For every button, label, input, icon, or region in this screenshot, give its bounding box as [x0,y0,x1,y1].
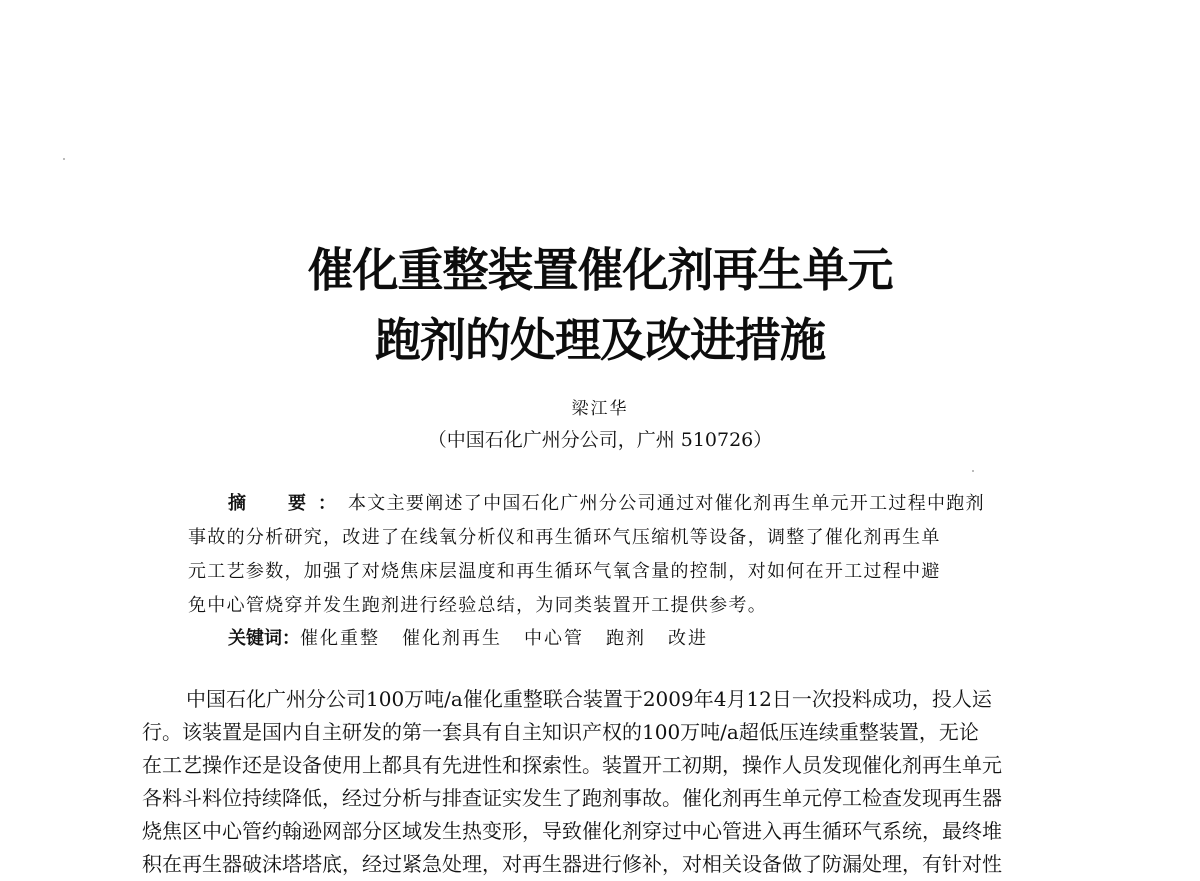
keyword: 催化剂再生 [402,628,502,649]
body-line: 行。该装置是国内自主研发的第一套具有自主知识产权的100万吨/a超低压连续重整装置，无论 [142,720,979,744]
keyword: 跑剂 [606,628,646,649]
keywords-label: 关键词： [228,628,300,649]
body-line: 中国石化广州分公司100万吨/a催化重整联合装置于2009年4月12日一次投料成功，投人运 [186,687,992,711]
abstract-block [188,487,1028,623]
keyword: 改进 [668,628,708,649]
abstract-text: 本文主要阐述了中国石化广州分公司通过对催化剂再生单元开工过程中跑剂 [348,493,985,514]
keyword: 中心管 [524,628,584,649]
keyword: 催化重整 [300,628,380,649]
author-affiliation: （中国石化广州分公司，广州 510726） [427,429,773,451]
body-paragraph [142,683,1068,881]
abstract-line: 免中心管烧穿并发生跑剂进行经验总结，为同类装置开工提供参考。 [188,595,767,616]
body-line: 烧焦区中心管约翰逊网部分区域发生热变形，导致催化剂穿过中心管进入再生循环气系统，最终堆 [142,819,1002,843]
body-line: 各料斗料位持续降低，经过分析与排查证实发生了跑剂事故。催化剂再生单元停工检查发现再生器 [142,786,1002,810]
body-line: 在工艺操作还是设备使用上都具有先进性和探索性。装置开工初期，操作人员发现催化剂再生单元 [142,753,1002,777]
scan-speck [63,158,65,160]
keywords-block [228,622,730,656]
body-line: 积在再生器破沫塔塔底，经过紧急处理，对再生器进行修补，对相关设备做了防漏处理，有针对性 [142,852,1002,876]
abstract-line: 事故的分析研究，改进了在线氧分析仪和再生循环气压缩机等设备，调整了催化剂再生单 [188,527,941,548]
paper-title-line-1: 催化重整装置催化剂再生单元 [307,243,893,297]
paper-title-line-2: 跑剂的处理及改进措施 [375,313,825,367]
abstract-label: 摘 要： [228,493,348,514]
abstract-line: 元工艺参数，加强了对烧焦床层温度和再生循环气氧含量的控制，对如何在开工过程中避 [188,561,941,582]
author-name: 梁江华 [571,399,629,419]
abstract-line [188,487,1028,521]
scan-speck [972,470,974,472]
